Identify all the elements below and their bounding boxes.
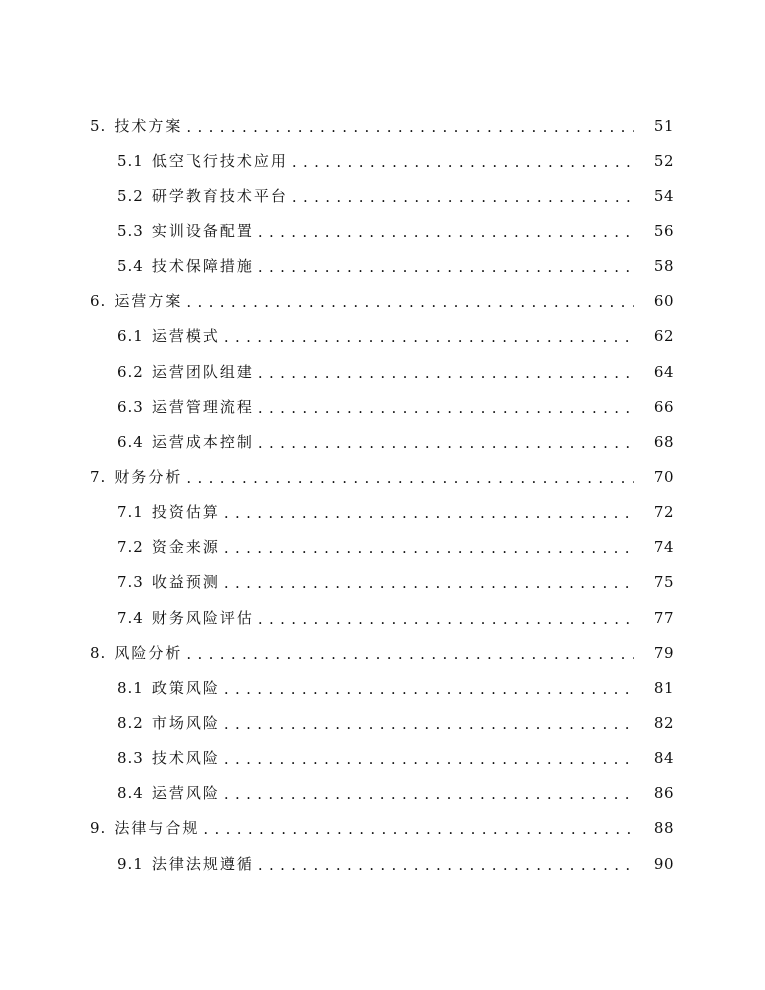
toc-entry-number: 5. — [90, 116, 107, 135]
toc-entry-page: 75 — [653, 573, 674, 592]
toc-entry-number: 6.4 — [117, 432, 144, 451]
toc-entry-title: 技术方案 — [114, 116, 183, 135]
toc-entry-number: 5.1 — [117, 151, 144, 170]
toc-entry-number: 6.2 — [117, 362, 144, 381]
toc-entry[interactable] — [0, 811, 765, 846]
toc-entry-title: 风险分析 — [114, 643, 183, 662]
toc-entry-page: 74 — [653, 538, 674, 557]
dot-leader — [224, 538, 634, 556]
dot-leader — [292, 187, 634, 205]
toc-entry-label — [117, 398, 258, 416]
toc-entry-label — [117, 573, 224, 591]
toc-entry-number: 7. — [90, 467, 107, 486]
toc-entry-label — [117, 679, 224, 697]
toc-entry-number: 6.1 — [117, 327, 144, 346]
toc-entry[interactable] — [0, 143, 765, 178]
toc-entry[interactable] — [0, 530, 765, 565]
toc-entry-number: 5.3 — [117, 221, 144, 240]
dot-leader — [292, 152, 634, 170]
toc-entry-title: 实训设备配置 — [151, 221, 254, 240]
toc-entry-title: 运营团队组建 — [151, 362, 254, 381]
toc-entry[interactable] — [0, 249, 765, 284]
toc-entry-title: 运营方案 — [114, 292, 183, 311]
toc-entry-label — [90, 292, 186, 310]
toc-entry-number: 7.4 — [117, 608, 144, 627]
toc-entry-page: 52 — [653, 151, 674, 170]
toc-entry-title: 财务风险评估 — [151, 608, 254, 627]
dot-leader — [258, 609, 634, 627]
dot-leader — [224, 714, 634, 732]
toc-entry-page: 82 — [653, 713, 674, 732]
toc-entry-label — [117, 222, 258, 240]
toc-entry-page: 70 — [653, 467, 674, 486]
toc-entry-page: 88 — [653, 819, 674, 838]
toc-entry[interactable] — [0, 459, 765, 494]
toc-entry-label — [117, 187, 292, 205]
dot-leader — [186, 644, 634, 662]
dot-leader — [258, 222, 634, 240]
toc-entry-number: 7.2 — [117, 538, 144, 557]
toc-entry-title: 技术保障措施 — [151, 257, 254, 276]
dot-leader — [258, 398, 634, 416]
dot-leader — [186, 468, 634, 486]
toc-entry-page: 72 — [653, 503, 674, 522]
toc-entry-page: 51 — [653, 116, 674, 135]
toc-entry-page: 60 — [653, 292, 674, 311]
toc-entry-title: 资金来源 — [151, 538, 220, 557]
dot-leader — [224, 749, 634, 767]
dot-leader — [224, 784, 634, 802]
toc-entry-title: 投资估算 — [151, 503, 220, 522]
toc-entry[interactable] — [0, 670, 765, 705]
toc-entry-number: 8.4 — [117, 784, 144, 803]
toc-entry-page: 86 — [653, 784, 674, 803]
dot-leader — [186, 292, 634, 310]
toc-entry[interactable] — [0, 600, 765, 635]
toc-entry-label — [117, 749, 224, 767]
toc-entry-label — [117, 433, 258, 451]
toc-entry-title: 运营管理流程 — [151, 397, 254, 416]
toc-entry-label — [90, 819, 203, 837]
toc-entry-number: 8.3 — [117, 749, 144, 768]
toc-entry-label — [117, 784, 224, 802]
toc-entry-label — [117, 855, 258, 873]
toc-entry-label — [117, 363, 258, 381]
dot-leader — [258, 257, 634, 275]
dot-leader — [224, 503, 634, 521]
toc-entry[interactable] — [0, 846, 765, 881]
toc-entry-page: 84 — [653, 749, 674, 768]
toc-entry[interactable] — [0, 776, 765, 811]
toc-entry-page: 68 — [653, 432, 674, 451]
toc-entry-number: 7.1 — [117, 503, 144, 522]
dot-leader — [203, 819, 634, 837]
toc-entry-title: 政策风险 — [151, 678, 220, 697]
toc-entry-label — [117, 503, 224, 521]
toc-entry[interactable] — [0, 354, 765, 389]
toc-entry-title: 法律与合规 — [114, 819, 200, 838]
toc-entry-label — [90, 468, 186, 486]
toc-entry[interactable] — [0, 705, 765, 740]
toc-entry-page: 81 — [653, 678, 674, 697]
toc-entry-page: 79 — [653, 643, 674, 662]
toc-entry-page: 62 — [653, 327, 674, 346]
toc-entry[interactable] — [0, 635, 765, 670]
toc-entry-number: 9.1 — [117, 854, 144, 873]
toc-entry-label — [117, 327, 224, 345]
toc-entry-number: 5.4 — [117, 257, 144, 276]
toc-entry-label — [90, 117, 186, 135]
toc-entry[interactable] — [0, 389, 765, 424]
dot-leader — [258, 433, 634, 451]
toc-entry[interactable] — [0, 284, 765, 319]
toc-entry-title: 运营模式 — [151, 327, 220, 346]
dot-leader — [224, 573, 634, 591]
table-of-contents — [0, 108, 765, 881]
toc-entry-page: 66 — [653, 397, 674, 416]
toc-entry[interactable] — [0, 565, 765, 600]
toc-entry-title: 运营风险 — [151, 784, 220, 803]
toc-entry-label — [117, 609, 258, 627]
toc-entry[interactable] — [0, 108, 765, 143]
toc-entry[interactable] — [0, 424, 765, 459]
toc-entry-number: 8.1 — [117, 678, 144, 697]
toc-entry-title: 运营成本控制 — [151, 432, 254, 451]
toc-entry-page: 54 — [653, 186, 674, 205]
toc-entry[interactable] — [0, 495, 765, 530]
toc-entry[interactable] — [0, 213, 765, 248]
dot-leader — [224, 327, 634, 345]
toc-entry-title: 收益预测 — [151, 573, 220, 592]
dot-leader — [224, 679, 634, 697]
toc-entry-page: 77 — [653, 608, 674, 627]
toc-entry-number: 6.3 — [117, 397, 144, 416]
dot-leader — [186, 117, 634, 135]
toc-entry-title: 财务分析 — [114, 467, 183, 486]
dot-leader — [258, 855, 634, 873]
toc-entry-number: 9. — [90, 819, 107, 838]
toc-entry-title: 低空飞行技术应用 — [151, 151, 288, 170]
toc-entry[interactable] — [0, 178, 765, 213]
toc-entry-title: 研学教育技术平台 — [151, 186, 288, 205]
toc-entry-label — [117, 257, 258, 275]
toc-entry-label — [117, 714, 224, 732]
toc-entry-label — [90, 644, 186, 662]
toc-entry-label — [117, 152, 292, 170]
toc-entry[interactable] — [0, 319, 765, 354]
toc-entry-page: 90 — [653, 854, 674, 873]
toc-entry-label — [117, 538, 224, 556]
toc-entry-title: 市场风险 — [151, 713, 220, 732]
toc-entry-number: 7.3 — [117, 573, 144, 592]
toc-entry-number: 6. — [90, 292, 107, 311]
dot-leader — [258, 363, 634, 381]
toc-entry-number: 8. — [90, 643, 107, 662]
toc-entry-page: 56 — [653, 221, 674, 240]
toc-entry-number: 5.2 — [117, 186, 144, 205]
toc-entry-page: 58 — [653, 257, 674, 276]
toc-entry-page: 64 — [653, 362, 674, 381]
toc-entry-title: 技术风险 — [151, 749, 220, 768]
toc-entry-title: 法律法规遵循 — [151, 854, 254, 873]
toc-entry[interactable] — [0, 741, 765, 776]
toc-entry-number: 8.2 — [117, 713, 144, 732]
